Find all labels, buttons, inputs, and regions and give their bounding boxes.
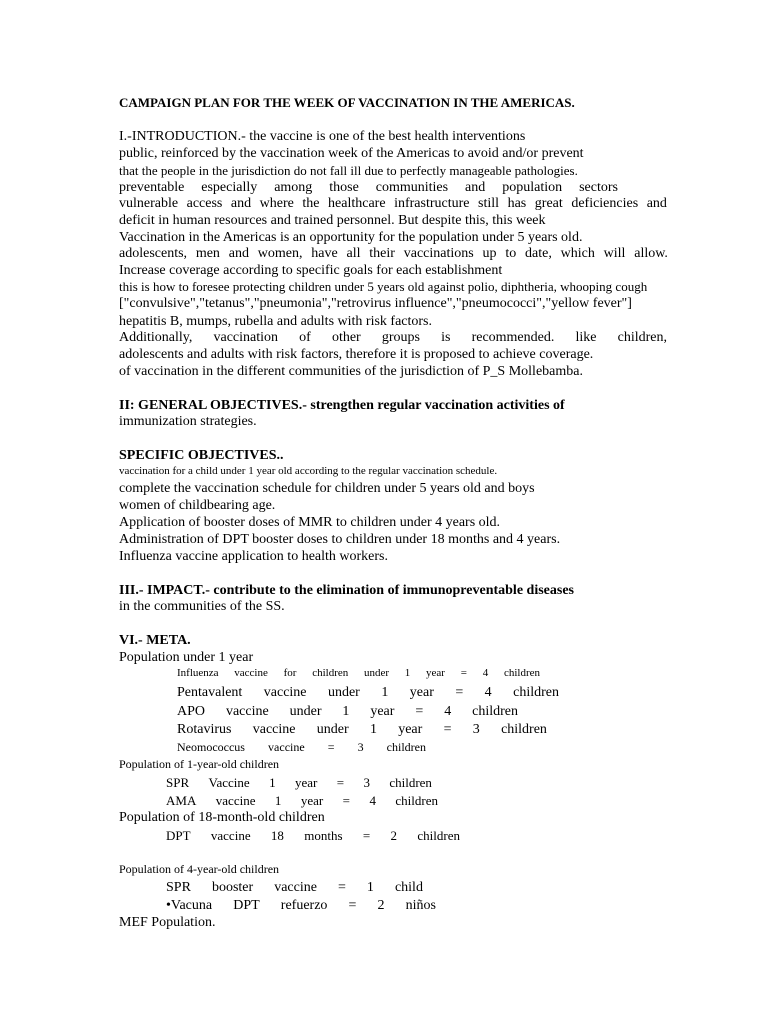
token: 3 [363,775,370,790]
token: = [336,775,345,790]
token: 4 [482,667,489,679]
token: Rotavirus [177,722,232,737]
token: AMA [166,793,197,808]
token: year [300,793,324,808]
token: •Vacuna [166,898,213,913]
token: year [409,685,434,700]
meta-footer: MEF Population. [119,915,216,930]
token: = [362,828,371,843]
token: 3 [357,740,364,754]
token: vaccine [234,667,268,679]
token: under [327,685,360,700]
word: to [505,246,517,261]
token: 2 [390,828,398,843]
token: children [503,667,540,679]
word: like [575,330,597,345]
token: 4 [369,793,376,808]
token: year [294,775,318,790]
token: niños [405,898,436,913]
token: = [327,740,335,754]
specific-objective: Administration of DPT booster doses to children under 18 months and 4 years. [119,532,561,547]
intro-line: Vaccination in the Americas is an opportunity for the population under 5 years old. [119,230,583,245]
intro-line: hepatitis B, mumps, rubella and adults with risk factors. [119,314,433,329]
impact-text: in the communities of the SS. [119,599,285,614]
word: have [311,246,338,261]
token: 4 [484,685,492,700]
word: other [331,330,361,345]
word: of [299,330,311,345]
specific-objective: Application of booster doses of MMR to children under 4 years old. [119,515,501,530]
word: their [369,246,395,261]
word: and [465,180,486,195]
meta-item [166,776,432,789]
intro-line [119,247,668,261]
word: among [274,180,313,195]
token: year [398,722,423,737]
general-objectives-heading: II: GENERAL OBJECTIVES.- strengthen regular vaccination activities of [119,398,565,413]
word: Additionally, [119,330,193,345]
meta-item [166,881,423,895]
word: men [195,246,220,261]
token: = [460,667,467,679]
intro-line [119,181,618,195]
token: children [417,828,460,843]
intro-line: that the people in the jurisdiction do not fall ill due to perfectly manageable pathologies. [119,163,578,178]
token: children [501,722,547,737]
intro-line: adolescents and adults with risk factors, therefore it is proposed to achieve coverage. [119,347,594,362]
word: allow. [634,246,668,261]
word: which [560,246,595,261]
intro-line: deficit in human resources and trained personnel. But despite this, this week [119,213,546,228]
specific-objective: complete the vaccination schedule for children under 5 years old and boys [119,481,535,496]
word: and [230,196,252,211]
word: and [646,196,667,211]
word: is [441,330,451,345]
impact-heading: III.- IMPACT.- contribute to the elimination of immunopreventable diseases [119,583,574,598]
word: all [346,246,361,261]
word: groups [381,330,420,345]
meta-item [177,668,540,679]
word: communities [375,180,449,195]
meta-group-label: Population of 1-year-old children [119,757,280,771]
meta-item [177,723,547,737]
token: 1 [366,880,374,895]
meta-item [177,741,426,753]
token: vaccine [210,828,251,843]
token: children [395,793,438,808]
token: = [337,880,346,895]
token: children [389,775,432,790]
word: up [482,246,497,261]
meta-heading: VI.- META. [119,633,191,648]
token: 3 [472,722,480,737]
meta-group-label: Population of 4-year-old children [119,862,280,876]
meta-group-label: Population under 1 year [119,650,254,665]
token: under [364,667,390,679]
word: women, [257,246,303,261]
specific-objectives-heading: SPECIFIC OBJECTIVES.. [119,448,284,463]
specific-objective: women of childbearing age. [119,498,276,513]
word: has [507,196,527,211]
intro-line: this is how to foresee protecting children under 5 years old against polio, diphtheria, whooping cough [119,279,648,294]
word: access [186,196,223,211]
intro-line: Increase coverage according to specific goals for each establishment [119,263,503,278]
word: vulnerable [119,196,179,211]
word: the [302,196,320,211]
token: 4 [444,704,452,719]
token: vaccine [268,740,305,754]
word: sectors [579,180,618,195]
token: Pentavalent [177,685,243,700]
word: population [502,180,563,195]
word: recommended. [471,330,555,345]
word: deficiencies [571,196,639,211]
word: adolescents, [119,246,188,261]
word: children, [617,330,667,345]
document-title: CAMPAIGN PLAN FOR THE WEEK OF VACCINATION IN THE AMERICAS. [119,95,575,110]
token: DPT [166,828,191,843]
token: APO [177,704,206,719]
word: date, [525,246,552,261]
word: great [534,196,563,211]
meta-item [166,794,438,807]
intro-line [119,197,667,211]
token: = [443,722,452,737]
token: for [283,667,297,679]
word: vaccination [213,330,279,345]
token: = [455,685,464,700]
general-objectives-text: immunization strategies. [119,414,257,429]
token: 18 [270,828,284,843]
token: = [348,898,357,913]
token: DPT [233,898,260,913]
meta-group-label: Population of 18-month-old children [119,810,325,825]
word: still [478,196,500,211]
word: those [329,180,359,195]
token: 1 [369,722,377,737]
meta-item [177,705,518,719]
token: vaccine [225,704,269,719]
token: vaccine [215,793,256,808]
token: 1 [381,685,389,700]
intro-line: I.-INTRODUCTION.- the vaccine is one of the best health interventions [119,129,526,144]
intro-line: ["convulsive","tetanus","pneumonia","retrovirus influence","pneumococci","yellow fever"] [119,296,632,311]
token: children [472,704,518,719]
intro-line: public, reinforced by the vaccination week of the Americas to avoid and/or prevent [119,146,584,161]
token: booster [211,880,254,895]
word: preventable [119,180,185,195]
token: 1 [342,704,350,719]
token: 2 [377,898,385,913]
word: infrastructure [394,196,470,211]
token: 1 [404,667,411,679]
token: vaccine [263,685,307,700]
token: under [289,704,322,719]
token: year [426,667,445,679]
word: vaccinations [403,246,474,261]
meta-item [177,686,559,700]
token: SPR [166,880,191,895]
token: children [312,667,349,679]
token: months [304,828,343,843]
word: healthcare [328,196,386,211]
specific-objective: vaccination for a child under 1 year old according to the regular vaccination schedule. [119,465,498,477]
word: and [228,246,249,261]
word: will [603,246,626,261]
intro-line: of vaccination in the different communities of the jurisdiction of P_S Mollebamba. [119,364,583,379]
token: child [394,880,423,895]
token: 1 [269,775,276,790]
token: Vaccine [208,775,250,790]
token: children [386,740,426,754]
token: vaccine [252,722,296,737]
token: children [513,685,559,700]
meta-item [166,899,436,913]
intro-line [119,331,667,345]
specific-objective: Influenza vaccine application to health workers. [119,549,388,564]
token: under [316,722,349,737]
token: Influenza [177,667,219,679]
token: refuerzo [280,898,328,913]
token: SPR [166,775,190,790]
word: where [259,196,294,211]
token: vaccine [274,880,317,895]
token: Neomococcus [177,740,245,754]
token: = [415,704,424,719]
word: especially [201,180,258,195]
token: 1 [274,793,282,808]
token: year [370,704,395,719]
meta-item [166,829,460,842]
token: = [342,793,351,808]
